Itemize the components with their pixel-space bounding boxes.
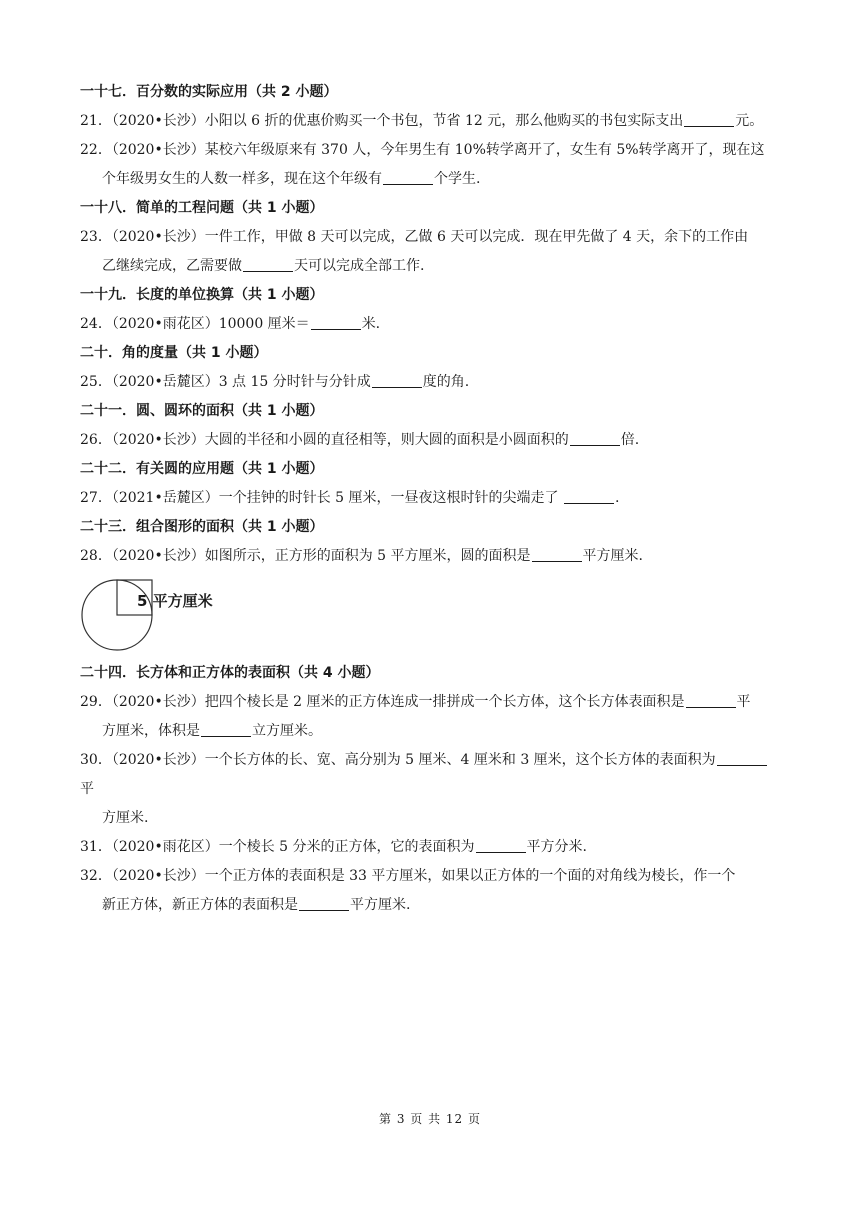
question-text: 32．（2020•长沙）一个正方体的表面积是 33 平方厘米，如果以正方体的一个面的对角线为棱长，作一个 xyxy=(80,868,736,884)
answer-blank[interactable] xyxy=(311,315,361,330)
question-text: 30．（2020•长沙）一个长方体的长、宽、高分别为 5 厘米、4 厘米和 3 厘米，这个长方体的表面积为 xyxy=(80,752,716,768)
section-heading: 一十八．简单的工程问题（共 1 小题） xyxy=(80,200,324,216)
question-text: 29．（2020•长沙）把四个棱长是 2 厘米的正方体连成一排拼成一个长方体，这个长方体表面积是 xyxy=(80,694,685,710)
question-32 xyxy=(80,862,780,920)
question-28 xyxy=(80,542,780,571)
cont-text: 方厘米. xyxy=(102,810,149,826)
question-text: 28．（2020•长沙）如图所示，正方形的面积为 5 平方厘米，圆的面积是 xyxy=(80,548,531,564)
answer-blank[interactable] xyxy=(383,170,433,185)
question-text: 26．（2020•长沙）大圆的半径和小圆的直径相等，则大圆的面积是小圆面积的 xyxy=(80,432,569,448)
answer-blank[interactable] xyxy=(564,489,614,504)
question-27 xyxy=(80,484,780,513)
section-heading: 二十一．圆、圆环的面积（共 1 小题） xyxy=(80,403,324,419)
answer-blank[interactable] xyxy=(476,838,526,853)
question-31 xyxy=(80,833,780,862)
question-29 xyxy=(80,688,780,746)
answer-blank[interactable] xyxy=(372,373,422,388)
section-heading: 二十二．有关圆的应用题（共 1 小题） xyxy=(80,461,324,477)
question-25 xyxy=(80,368,780,397)
question-continuation xyxy=(80,165,780,194)
section-heading: 一十七．百分数的实际应用（共 2 小题） xyxy=(80,84,338,100)
question-continuation xyxy=(80,804,780,833)
answer-blank[interactable] xyxy=(570,431,620,446)
cont-text-after: 天可以完成全部工作. xyxy=(294,258,425,274)
question-continuation xyxy=(80,891,780,920)
section-heading: 二十三．组合图形的面积（共 1 小题） xyxy=(80,519,324,535)
question-text-after: 平 xyxy=(736,694,751,710)
cont-text-after: 立方厘米。 xyxy=(252,723,322,739)
question-text-after: . xyxy=(614,490,620,506)
question-continuation xyxy=(80,252,780,281)
answer-blank[interactable] xyxy=(684,112,734,127)
answer-blank[interactable] xyxy=(243,257,293,272)
answer-blank[interactable] xyxy=(686,693,736,708)
question-text: 22．（2020•长沙）某校六年级原来有 370 人，今年男生有 10%转学离开了，女生有 5%转学离开了，现在这 xyxy=(80,142,765,158)
figure-drawing xyxy=(80,571,220,659)
question-22 xyxy=(80,136,780,194)
answer-blank[interactable] xyxy=(299,896,349,911)
figure-label: 5 平方厘米 xyxy=(137,592,213,610)
cont-text-after: 平方厘米. xyxy=(350,897,411,913)
cont-text: 方厘米，体积是 xyxy=(102,723,200,739)
question-21 xyxy=(80,107,780,136)
section-heading: 二十．角的度量（共 1 小题） xyxy=(80,345,268,361)
circle-square-figure xyxy=(80,571,780,659)
answer-blank[interactable] xyxy=(532,547,582,562)
question-24 xyxy=(80,310,780,339)
question-23 xyxy=(80,223,780,281)
question-30 xyxy=(80,746,780,833)
question-continuation xyxy=(80,717,780,746)
page-footer: 第 3 页 共 12 页 xyxy=(379,1112,481,1126)
question-text: 31．（2020•雨花区）一个棱长 5 分米的正方体，它的表面积为 xyxy=(80,839,475,855)
question-text-after: 平 xyxy=(80,781,94,797)
answer-blank[interactable] xyxy=(717,751,767,766)
cont-text: 乙继续完成，乙需要做 xyxy=(102,258,242,274)
section-heading: 二十四．长方体和正方体的表面积（共 4 小题） xyxy=(80,665,380,681)
question-26 xyxy=(80,426,780,455)
question-text: 25．（2020•岳麓区）3 点 15 分时针与分针成 xyxy=(80,374,371,390)
question-text-after: 平方厘米. xyxy=(582,548,643,564)
cont-text: 新正方体，新正方体的表面积是 xyxy=(102,897,298,913)
question-text-after: 平方分米. xyxy=(526,839,587,855)
cont-text-after: 个学生. xyxy=(434,171,481,187)
question-text: 23．（2020•长沙）一件工作，甲做 8 天可以完成，乙做 6 天可以完成．现在甲先做了 4 天，余下的工作由 xyxy=(80,229,749,245)
content xyxy=(80,78,780,920)
question-text: 27．（2021•岳麓区）一个挂钟的时针长 5 厘米，一昼夜这根时针的尖端走了 xyxy=(80,490,563,506)
question-text-after: 米. xyxy=(361,316,381,332)
section-heading: 一十九．长度的单位换算（共 1 小题） xyxy=(80,287,324,303)
question-text: 21．（2020•长沙）小阳以 6 折的优惠价购买一个书包，节省 12 元，那么他购买的书包实际支出 xyxy=(80,113,684,129)
question-text-after: 元。 xyxy=(735,113,764,129)
question-text-after: 倍. xyxy=(620,432,640,448)
question-text: 24．（2020•雨花区）10000 厘米＝ xyxy=(80,316,310,332)
question-text-after: 度的角. xyxy=(422,374,470,390)
answer-blank[interactable] xyxy=(201,722,251,737)
cont-text: 个年级男女生的人数一样多，现在这个年级有 xyxy=(102,171,382,187)
